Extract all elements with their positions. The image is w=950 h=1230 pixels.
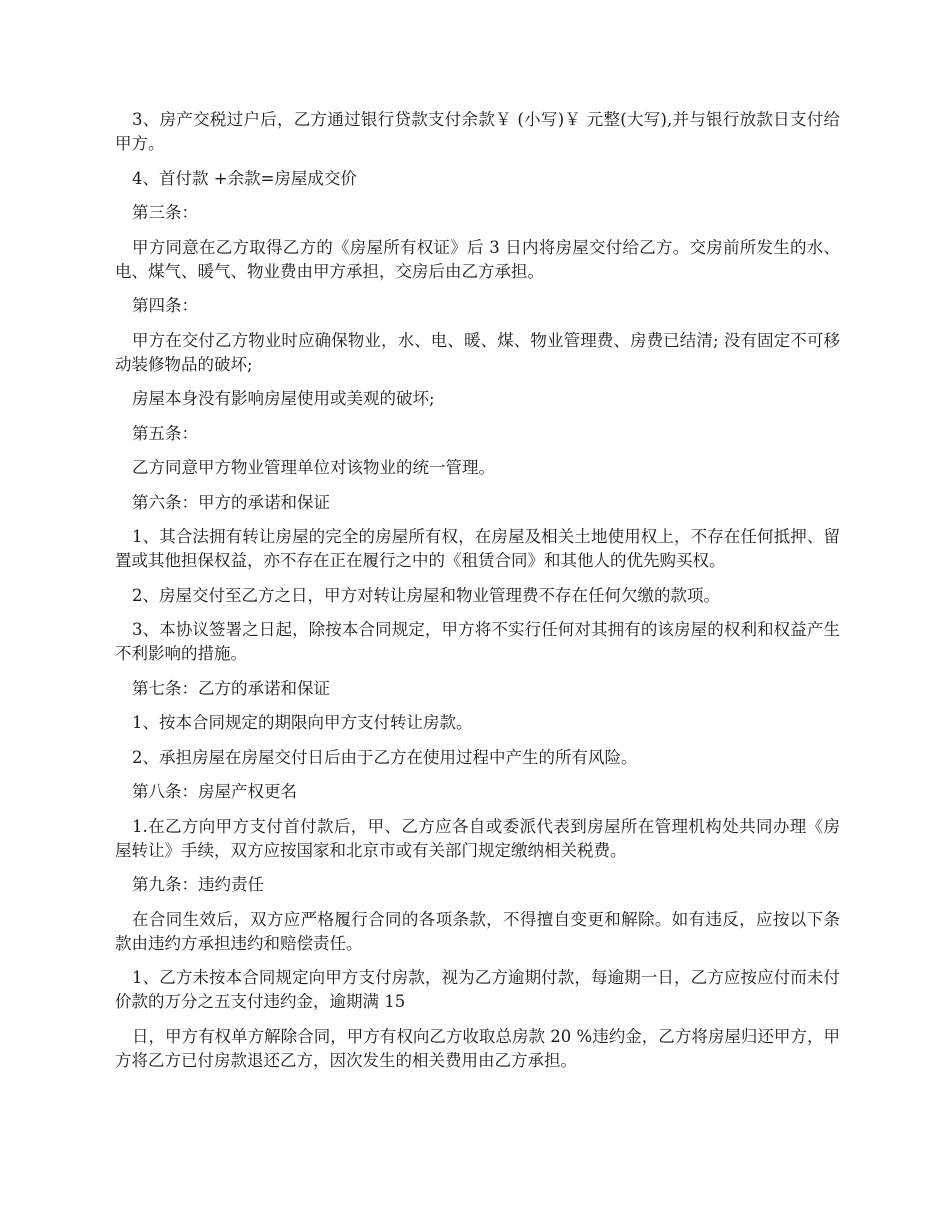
section-heading: 第四条： xyxy=(132,296,198,315)
paragraph: 1、乙方未按本合同规定向甲方支付房款，视为乙方逾期付款，每逾期一日，乙方应按应付而未付价款的万分之五支付违约金，逾期满 15 xyxy=(115,968,840,1011)
paragraph: 房屋本身没有影响房屋使用或美观的破坏; xyxy=(132,389,435,408)
paragraph: 1、按本合同规定的期限向甲方支付转让房款。 xyxy=(132,713,473,732)
paragraph: 2、房屋交付至乙方之日，甲方对转让房屋和物业管理费不存在任何欠缴的款项。 xyxy=(132,585,720,605)
section-heading: 第五条： xyxy=(132,423,198,443)
paragraph: 甲方在交付乙方物业时应确保物业，水、电、暖、煤、物业管理费、房费已结清; 没有固定不可移动装修物品的破坏; xyxy=(115,330,840,374)
paragraph: 4、首付款 +余款=房屋成交价 xyxy=(132,168,357,188)
section-heading: 第九条：违约责任 xyxy=(132,875,264,894)
paragraph: 乙方同意甲方物业管理单位对该物业的统一管理。 xyxy=(132,458,495,477)
section-heading: 第六条：甲方的承诺和保证 xyxy=(132,492,330,512)
paragraph: 1、其合法拥有转让房屋的完全的房屋所有权，在房屋及相关土地使用权上，不存在任何抵押、留置或其他担保权益，亦不存在正在履行之中的《租赁合同》和其他人的优先购买权。 xyxy=(115,527,840,570)
section-heading: 第七条：乙方的承诺和保证 xyxy=(132,678,330,698)
paragraph: 3、房产交税过户后，乙方通过银行贷款支付余款￥ (小写)￥ 元整(大写),并与银行放款日支付给甲方。 xyxy=(115,110,840,153)
paragraph: 甲方同意在乙方取得乙方的《房屋所有权证》后 3 日内将房屋交付给乙方。交房前所发生的水、电、煤气、暖气、物业费由甲方承担，交房后由乙方承担。 xyxy=(115,237,840,281)
paragraph: 日，甲方有权单方解除合同，甲方有权向乙方收取总房款 20 %违约金，乙方将房屋归还甲方，甲方将乙方已付房款退还乙方，因次发生的相关费用由乙方承担。 xyxy=(115,1026,840,1070)
section-heading: 第八条：房屋产权更名 xyxy=(132,782,297,801)
section-heading: 第三条： xyxy=(132,203,198,222)
paragraph: 1.在乙方向甲方支付首付款后，甲、乙方应各自或委派代表到房屋所在管理机构处共同办理《房屋转让》手续，双方应按国家和北京市或有关部门规定缴纳相关税费。 xyxy=(115,816,840,860)
paragraph: 2、承担房屋在房屋交付日后由于乙方在使用过程中产生的所有风险。 xyxy=(132,747,638,767)
document-body xyxy=(115,108,840,1083)
paragraph: 3、本协议签署之日起，除按本合同规定，甲方将不实行任何对其拥有的该房屋的权利和权益产生不利影响的措施。 xyxy=(115,620,840,663)
paragraph: 在合同生效后，双方应严格履行合同的各项条款，不得擅自变更和解除。如有违反，应按以下条款由违约方承担违约和赔偿责任。 xyxy=(115,909,840,953)
